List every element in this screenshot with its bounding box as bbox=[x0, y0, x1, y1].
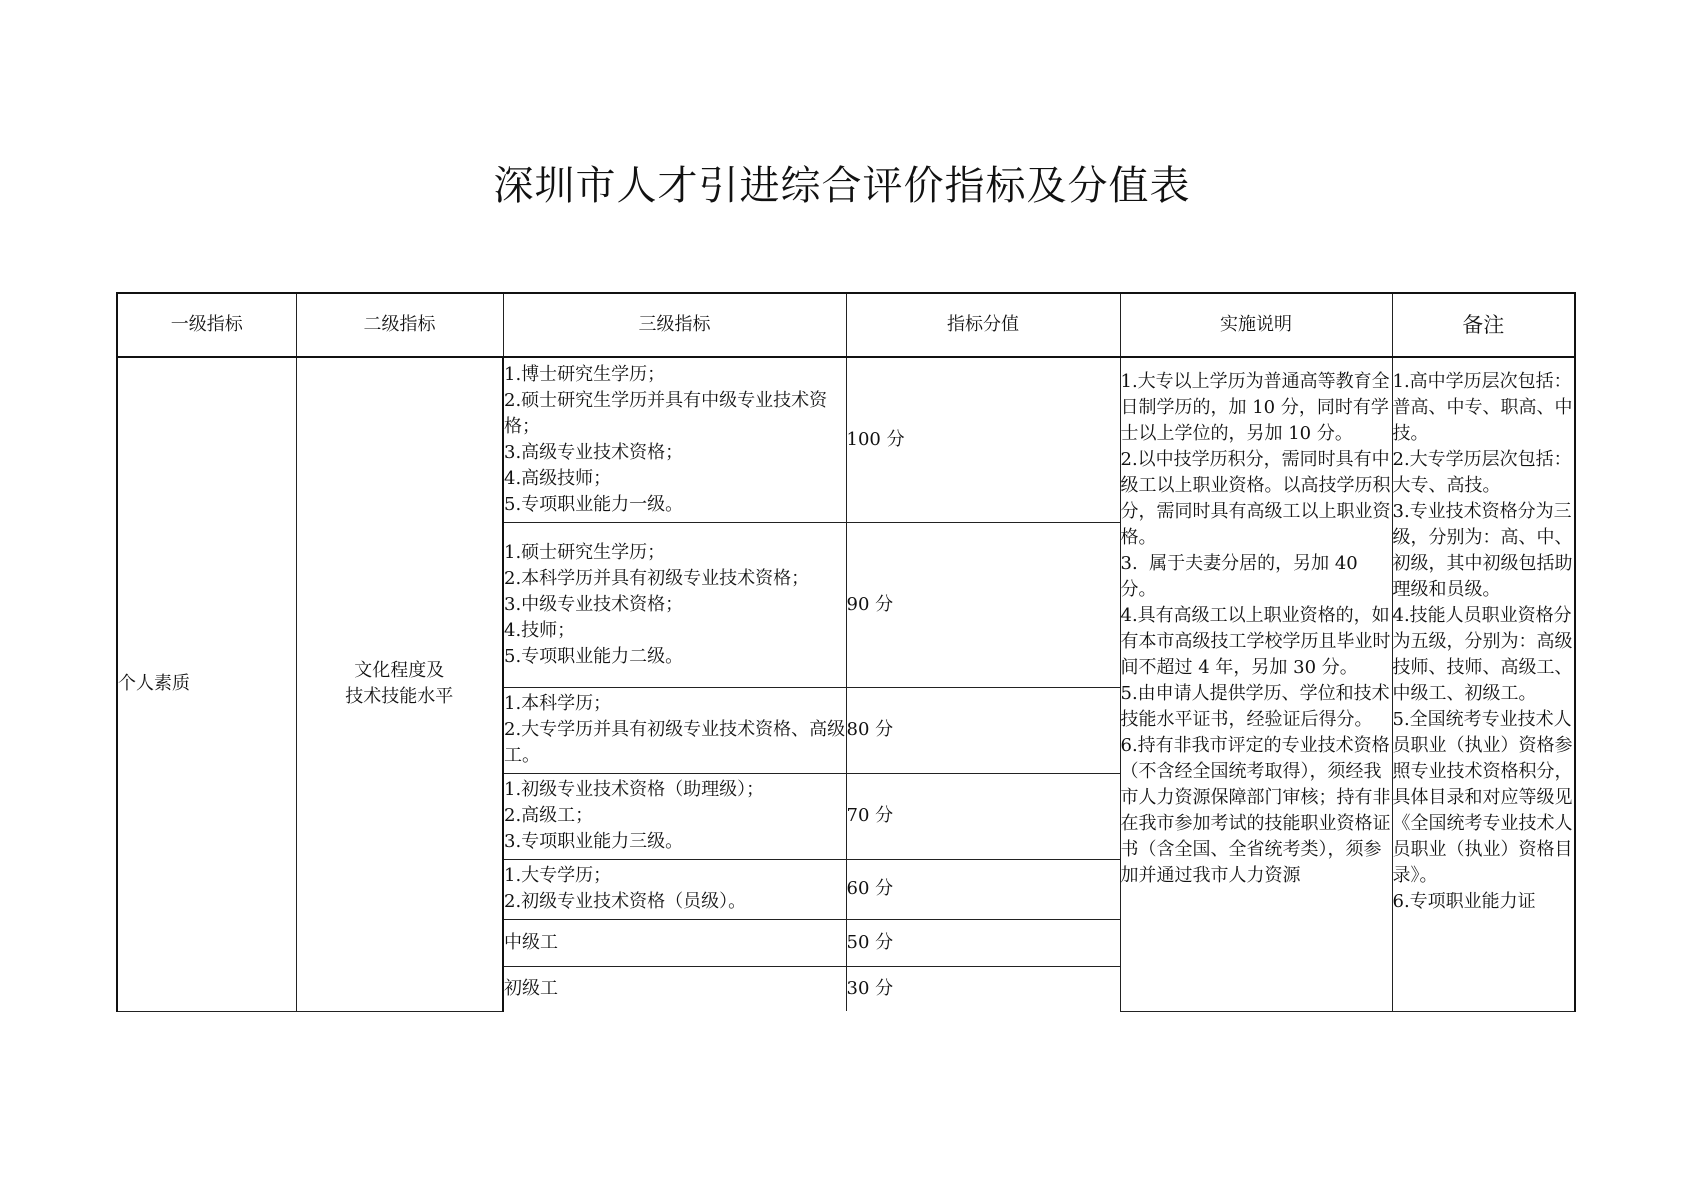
criteria-line: 1.本科学历； bbox=[504, 693, 612, 714]
score-cell: 60 分 bbox=[846, 859, 1120, 919]
remark-note: 1.高中学历层次包括：普高、中专、职高、中技。 bbox=[1392, 371, 1573, 445]
implementation-note: 4.具有高级工以上职业资格的，如有本市高级技工学校学历且毕业时间不超过 4 年，另加 30 分。 bbox=[1120, 605, 1391, 679]
level1-cell: 个人素质 bbox=[117, 357, 296, 1011]
criteria-line: 1.硕士研究生学历； bbox=[504, 541, 666, 563]
header-remarks: 备注 bbox=[1392, 293, 1575, 357]
score-cell: 70 分 bbox=[846, 773, 1120, 859]
criteria-line: 1.初级专业技术资格（助理级）； bbox=[504, 779, 765, 800]
remarks-cell bbox=[1392, 357, 1575, 1011]
criteria-line: 1.博士研究生学历； bbox=[504, 363, 666, 385]
implementation-note: 3. 属于夫妻分居的，另加 40 分。 bbox=[1120, 553, 1364, 601]
score-cell: 50 分 bbox=[846, 919, 1120, 966]
criteria-cell bbox=[503, 859, 846, 919]
criteria-line: 3.中级专业技术资格； bbox=[504, 593, 684, 615]
level2-line: 文化程度及 bbox=[354, 660, 445, 682]
evaluation-table bbox=[116, 292, 1576, 1012]
header-row bbox=[117, 293, 1575, 357]
header-implementation: 实施说明 bbox=[1120, 293, 1392, 357]
level2-cell bbox=[296, 357, 503, 1011]
criteria-cell bbox=[503, 919, 846, 966]
header-level1: 一级指标 bbox=[117, 293, 296, 357]
implementation-note: 2.以中技学历积分，需同时具有中级工以上职业资格。以高技学历积分，需同时具有高级工以上职业资格。 bbox=[1120, 449, 1391, 549]
criteria-line: 4.技师； bbox=[504, 619, 576, 641]
criteria-line: 初级工 bbox=[504, 977, 558, 999]
criteria-line: 5.专项职业能力二级。 bbox=[504, 645, 684, 667]
criteria-line: 2.初级专业技术资格（员级）。 bbox=[504, 891, 747, 912]
table-row bbox=[117, 357, 1575, 522]
score-cell: 100 分 bbox=[846, 357, 1120, 522]
criteria-line: 2.大专学历并具有初级专业技术资格、高级工。 bbox=[504, 719, 846, 766]
criteria-line: 3.专项职业能力三级。 bbox=[504, 831, 684, 852]
implementation-note: 5.由申请人提供学历、学位和技术技能水平证书，经验证后得分。 bbox=[1120, 683, 1390, 731]
implementation-note: 6.持有非我市评定的专业技术资格（不含经全国统考取得），须经我市人力资源保障部门审核；持有非在我市参加考试的技能职业资格证书（含全国、全省统考类），须参加并通过我市人力资源 bbox=[1120, 735, 1391, 887]
criteria-cell bbox=[503, 522, 846, 687]
criteria-line: 1.大专学历； bbox=[504, 865, 612, 886]
header-level3: 三级指标 bbox=[503, 293, 846, 357]
remark-note: 5.全国统考专业技术人员职业（执业）资格参照专业技术资格积分，具体目录和对应等级见《全国统考专业技术人员职业（执业）资格目录》。 bbox=[1392, 709, 1573, 887]
criteria-line: 2.本科学历并具有初级专业技术资格； bbox=[504, 567, 810, 589]
criteria-line: 5.专项职业能力一级。 bbox=[504, 493, 684, 515]
header-score: 指标分值 bbox=[846, 293, 1120, 357]
criteria-line: 3.高级专业技术资格； bbox=[504, 441, 684, 463]
implementation-note: 1.大专以上学历为普通高等教育全日制学历的，加 10 分，同时有学士以上学位的，另加 10 分。 bbox=[1120, 371, 1390, 445]
implementation-cell bbox=[1120, 357, 1392, 1011]
criteria-cell bbox=[503, 357, 846, 522]
remark-note: 2.大专学历层次包括：大专、高技。 bbox=[1392, 449, 1572, 497]
criteria-line: 2.高级工； bbox=[504, 805, 594, 826]
score-cell: 80 分 bbox=[846, 687, 1120, 773]
header-level2: 二级指标 bbox=[296, 293, 503, 357]
criteria-line: 中级工 bbox=[504, 931, 558, 953]
remark-note: 6.专项职业能力证 bbox=[1392, 891, 1536, 913]
level2-line: 技术技能水平 bbox=[345, 686, 454, 708]
criteria-line: 4.高级技师； bbox=[504, 467, 612, 489]
score-cell: 30 分 bbox=[846, 966, 1120, 1011]
criteria-cell bbox=[503, 687, 846, 773]
criteria-cell bbox=[503, 773, 846, 859]
remark-note: 4.技能人员职业资格分为五级，分别为：高级技师、技师、高级工、中级工、初级工。 bbox=[1392, 605, 1573, 705]
score-cell: 90 分 bbox=[846, 522, 1120, 687]
criteria-line: 2.硕士研究生学历并具有中级专业技术资格； bbox=[504, 389, 828, 437]
remark-note: 3.专业技术资格分为三级，分别为：高、中、初级，其中初级包括助理级和员级。 bbox=[1392, 501, 1573, 601]
criteria-cell bbox=[503, 966, 846, 1011]
document-title: 深圳市人才引进综合评价指标及分值表 bbox=[493, 163, 1191, 209]
